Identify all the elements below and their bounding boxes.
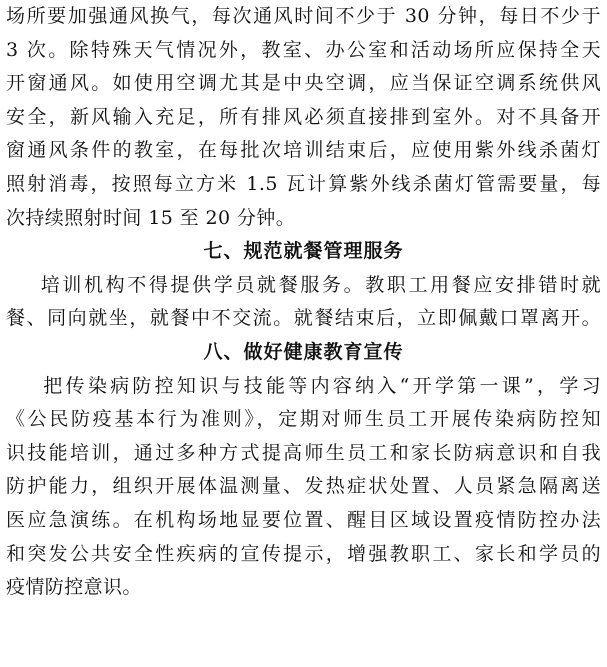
text-line: 把传染病防控知识与技能等内容纳入“开学第一课”，学习 xyxy=(6,374,601,397)
text-line: 安全，新风输入充足，所有排风必须直接排到室外。对不具备开 xyxy=(6,105,601,128)
text-line: 开窗通风。如使用空调尤其是中央空调，应当保证空调系统供风 xyxy=(6,72,601,95)
text-line: 培训机构不得提供学员就餐服务。教职工用餐应安排错时就 xyxy=(6,273,601,296)
text-line: 照射消毒，按照每立方米 1.5 瓦计算紫外线杀菌灯管需要量，每 xyxy=(6,172,601,195)
text-line: 餐、同向就坐，就餐中不交流。就餐结束后，立即佩戴口罩离开。 xyxy=(6,307,601,330)
text-line: 《公民防疫基本行为准则》，定期对师生员工开展传染病防控知 xyxy=(6,408,601,431)
text-line: 识技能培训，通过多种方式提高师生员工和家长防病意识和自我 xyxy=(6,441,601,464)
text-line: 3 次。除特殊天气情况外，教室、办公室和活动场所应保持全天 xyxy=(6,38,601,61)
section-seven-heading: 七、规范就餐管理服务 xyxy=(203,240,404,263)
text-line: 防护能力，组织开展体温测量、发热症状处置、人员紧急隔离送 xyxy=(6,475,601,498)
section-eight-paragraph xyxy=(6,370,601,605)
section-six-paragraph xyxy=(6,0,601,235)
text-line: 次持续照射时间 15 至 20 分钟。 xyxy=(6,206,296,229)
text-line: 疫情防控意识。 xyxy=(6,576,142,599)
text-line: 和突发公共安全性疾病的宣传提示，增强教职工、家长和学员的 xyxy=(6,542,601,565)
text-line: 窗通风条件的教室，在每批次培训结束后，应使用紫外线杀菌灯 xyxy=(6,139,601,162)
text-line: 场所要加强通风换气，每次通风时间不少于 30 分钟，每日不少于 xyxy=(6,5,601,27)
section-eight-heading: 八、做好健康教育宣传 xyxy=(203,340,404,363)
section-seven-paragraph xyxy=(6,269,601,336)
text-line: 医应急演练。在机构场地显要位置、醒目区域设置疫情防控办法 xyxy=(6,508,601,531)
